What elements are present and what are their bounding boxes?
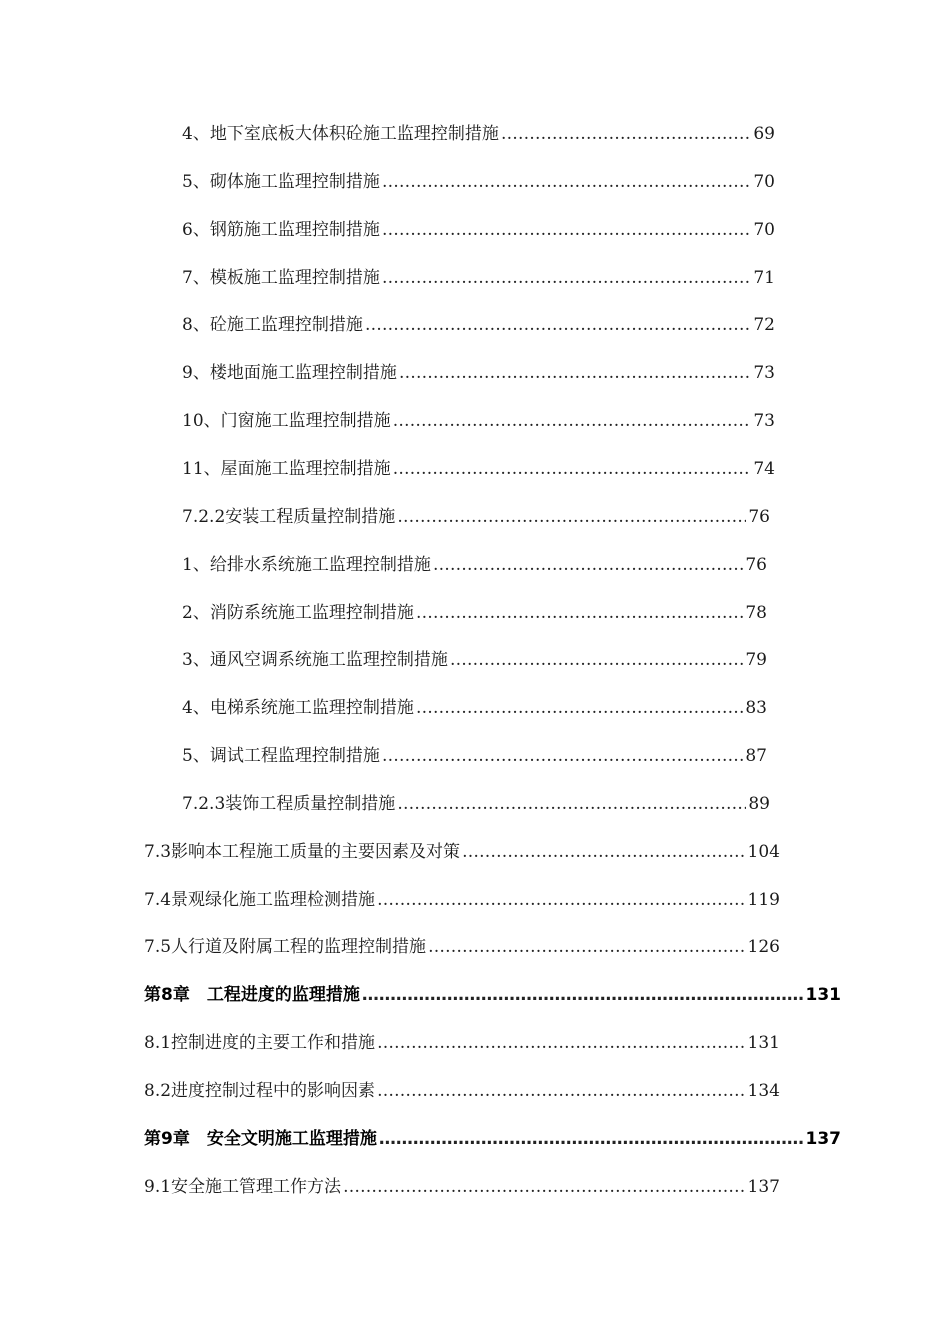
toc-page-number: 73 bbox=[753, 411, 775, 431]
toc-dot-leader bbox=[393, 409, 752, 433]
toc-entry[interactable] bbox=[144, 1031, 780, 1055]
toc-page-number: 119 bbox=[747, 890, 780, 910]
toc-page-number: 74 bbox=[753, 459, 775, 479]
toc-page-number: 79 bbox=[745, 650, 767, 670]
toc-chapter-entry[interactable] bbox=[144, 1127, 841, 1151]
toc-page-number: 83 bbox=[745, 698, 767, 718]
toc-dot-leader bbox=[462, 840, 746, 864]
toc-page-number: 137 bbox=[805, 1129, 841, 1149]
toc-dot-leader bbox=[397, 505, 746, 529]
toc-entry-title: 10、门窗施工监理控制措施 bbox=[182, 411, 391, 431]
toc-entry-title: 11、屋面施工监理控制措施 bbox=[182, 459, 391, 479]
toc-chapter-entry[interactable] bbox=[144, 983, 841, 1007]
toc-dot-leader bbox=[377, 1031, 746, 1055]
toc-entry[interactable] bbox=[182, 361, 775, 385]
toc-entry[interactable] bbox=[144, 840, 780, 864]
toc-entry-title: 8、砼施工监理控制措施 bbox=[182, 315, 363, 335]
toc-entry-title: 4、地下室底板大体积砼施工监理控制措施 bbox=[182, 124, 499, 144]
toc-entry-title: 5、砌体施工监理控制措施 bbox=[182, 172, 380, 192]
toc-dot-leader bbox=[365, 313, 752, 337]
toc-page-number: 73 bbox=[753, 363, 775, 383]
toc-page-number: 87 bbox=[745, 746, 767, 766]
toc-entry[interactable] bbox=[182, 409, 775, 433]
toc-dot-leader bbox=[377, 1079, 746, 1103]
toc-entry-title: 7.5人行道及附属工程的监理控制措施 bbox=[144, 937, 427, 957]
toc-dot-leader bbox=[501, 122, 752, 146]
toc-entry[interactable] bbox=[182, 792, 770, 816]
toc-entry-title: 2、消防系统施工监理控制措施 bbox=[182, 603, 414, 623]
toc-page-number: 70 bbox=[753, 172, 775, 192]
toc-entry[interactable] bbox=[182, 744, 767, 768]
toc-entry-title: 7.4景观绿化施工监理检测措施 bbox=[144, 890, 376, 910]
toc-dot-leader bbox=[362, 983, 804, 1007]
toc-dot-leader bbox=[416, 601, 744, 625]
toc-dot-leader bbox=[393, 457, 752, 481]
toc-entry[interactable] bbox=[182, 696, 767, 720]
toc-dot-leader bbox=[382, 170, 752, 194]
toc-page-number: 126 bbox=[747, 937, 780, 957]
toc-entry[interactable] bbox=[182, 122, 775, 146]
toc-dot-leader bbox=[377, 888, 746, 912]
toc-dot-leader bbox=[382, 266, 752, 290]
toc-entry[interactable] bbox=[144, 1079, 780, 1103]
toc-entry[interactable] bbox=[182, 648, 767, 672]
toc-entry[interactable] bbox=[182, 218, 775, 242]
toc-entry-title: 9.1安全施工管理工作方法 bbox=[144, 1177, 342, 1197]
toc-dot-leader bbox=[397, 792, 746, 816]
toc-dot-leader bbox=[382, 744, 744, 768]
toc-dot-leader bbox=[416, 696, 744, 720]
toc-entry[interactable] bbox=[182, 553, 767, 577]
toc-entry[interactable] bbox=[182, 601, 767, 625]
toc-dot-leader bbox=[382, 218, 752, 242]
toc-dot-leader bbox=[433, 553, 744, 577]
toc-entry[interactable] bbox=[182, 170, 775, 194]
toc-entry-title: 4、电梯系统施工监理控制措施 bbox=[182, 698, 414, 718]
toc-entry[interactable] bbox=[144, 935, 780, 959]
toc-page-number: 78 bbox=[745, 603, 767, 623]
toc-page-number: 76 bbox=[745, 555, 767, 575]
toc-entry-title: 第8章 工程进度的监理措施 bbox=[144, 985, 360, 1005]
toc-entry-title: 9、楼地面施工监理控制措施 bbox=[182, 363, 397, 383]
toc-entry[interactable] bbox=[144, 888, 780, 912]
toc-page-number: 134 bbox=[747, 1081, 780, 1101]
toc-dot-leader bbox=[450, 648, 744, 672]
toc-entry[interactable] bbox=[182, 266, 775, 290]
toc-entry[interactable] bbox=[182, 505, 770, 529]
toc-page-number: 70 bbox=[753, 220, 775, 240]
toc-page-number: 71 bbox=[753, 268, 775, 288]
toc-entry-title: 7、模板施工监理控制措施 bbox=[182, 268, 380, 288]
toc-entry[interactable] bbox=[182, 313, 775, 337]
toc-entry-title: 6、钢筋施工监理控制措施 bbox=[182, 220, 380, 240]
toc-dot-leader bbox=[399, 361, 752, 385]
toc-page-number: 89 bbox=[748, 794, 770, 814]
toc-page-number: 131 bbox=[805, 985, 841, 1005]
toc-dot-leader bbox=[379, 1127, 804, 1151]
toc-page-number: 104 bbox=[747, 842, 780, 862]
toc-entry-title: 8.2进度控制过程中的影响因素 bbox=[144, 1081, 376, 1101]
toc-entry[interactable] bbox=[182, 457, 775, 481]
toc-page-number: 76 bbox=[748, 507, 770, 527]
toc-entry[interactable] bbox=[144, 1175, 780, 1199]
toc-entry-title: 7.3影响本工程施工质量的主要因素及对策 bbox=[144, 842, 461, 862]
toc-page-number: 72 bbox=[753, 315, 775, 335]
toc-entry-title: 7.2.3装饰工程质量控制措施 bbox=[182, 794, 396, 814]
toc-dot-leader bbox=[428, 935, 746, 959]
toc-entry-title: 1、给排水系统施工监理控制措施 bbox=[182, 555, 431, 575]
toc-page-number: 69 bbox=[753, 124, 775, 144]
toc-entry-title: 5、调试工程监理控制措施 bbox=[182, 746, 380, 766]
toc-page-number: 131 bbox=[747, 1033, 780, 1053]
toc-entry-title: 第9章 安全文明施工监理措施 bbox=[144, 1129, 377, 1149]
toc-dot-leader bbox=[343, 1175, 746, 1199]
toc-entry-title: 7.2.2安装工程质量控制措施 bbox=[182, 507, 396, 527]
toc-entry-title: 3、通风空调系统施工监理控制措施 bbox=[182, 650, 448, 670]
toc-page-number: 137 bbox=[747, 1177, 780, 1197]
toc-entry-title: 8.1控制进度的主要工作和措施 bbox=[144, 1033, 376, 1053]
